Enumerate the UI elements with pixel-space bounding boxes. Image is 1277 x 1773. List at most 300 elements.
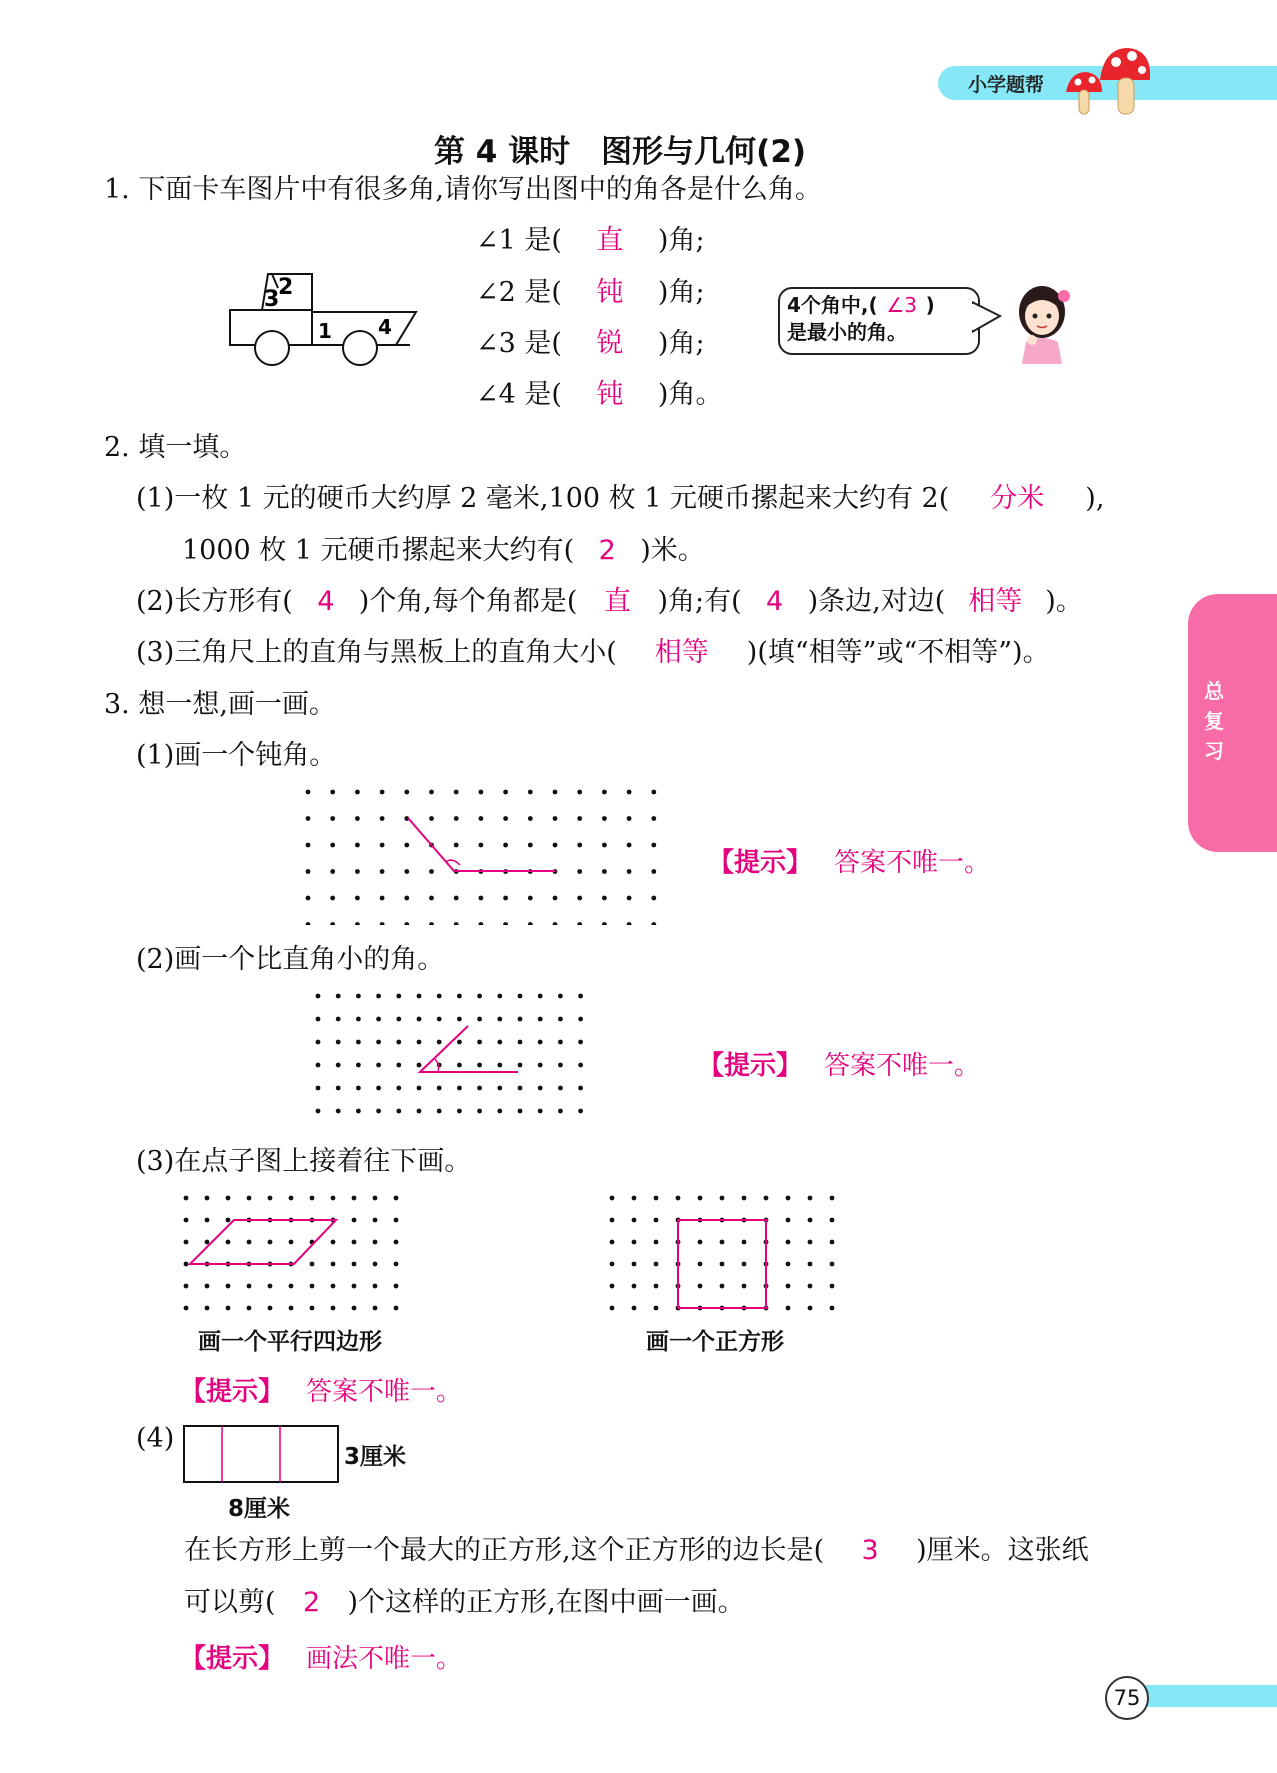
grid-dot <box>786 1240 791 1245</box>
angle-label-3: 3 <box>264 287 280 312</box>
grid-dot <box>454 816 459 821</box>
grid-dot <box>578 1040 583 1045</box>
grid-dot <box>437 1109 442 1114</box>
grid-dot <box>316 1040 321 1045</box>
q1-stem: 1. 下面卡车图片中有很多角,请你写出图中的角各是什么角。 <box>104 174 822 205</box>
grid-dot <box>503 843 508 848</box>
q3-s2: (2)画一个比直角小的角。 <box>136 944 445 975</box>
grid-dot <box>380 843 385 848</box>
grid-dot <box>538 994 543 999</box>
grid-dot <box>330 790 335 795</box>
grid-dot <box>654 1306 659 1311</box>
grid-dot <box>355 896 360 901</box>
grid-dot <box>830 1262 835 1267</box>
q1-item-4: ∠4 是( 钝 )角。 <box>476 379 723 410</box>
girl-icon <box>1008 282 1076 364</box>
grid-dot <box>247 1196 252 1201</box>
grid-dot <box>698 1284 703 1289</box>
grid-dot <box>306 869 311 874</box>
grid-dot <box>205 1196 210 1201</box>
grid-dot <box>316 1109 321 1114</box>
grid-dot <box>632 1306 637 1311</box>
grid-dot <box>247 1240 252 1245</box>
grid-dot <box>376 1086 381 1091</box>
grid-dot <box>205 1218 210 1223</box>
grid-dot <box>306 922 311 925</box>
grid-dot <box>306 896 311 901</box>
grid-dot <box>355 790 360 795</box>
grid-dot <box>808 1240 813 1245</box>
grid-dot <box>538 1086 543 1091</box>
q2-p3: (3)三角尺上的直角与黑板上的直角大小( 相等 )(填“相等”或“不相等”)。 <box>136 637 1050 668</box>
grid-dot <box>376 994 381 999</box>
q3-s3: (3)在点子图上接着往下画。 <box>136 1146 472 1177</box>
grid-dot <box>396 1040 401 1045</box>
grid-dot <box>226 1240 231 1245</box>
page-number: 75 <box>1105 1676 1149 1720</box>
grid-dot <box>352 1240 357 1245</box>
grid-dot <box>289 1306 294 1311</box>
grid-dot <box>226 1218 231 1223</box>
grid-dot <box>538 1017 543 1022</box>
grid-dot <box>331 1262 336 1267</box>
grid-dot <box>356 994 361 999</box>
grid-dot <box>602 843 607 848</box>
grid-dot <box>330 922 335 925</box>
grid-dot <box>352 1218 357 1223</box>
grid-dot <box>577 843 582 848</box>
grid-dot <box>632 1218 637 1223</box>
grid-dot <box>352 1196 357 1201</box>
grid-dot <box>720 1284 725 1289</box>
grid-dot <box>503 922 508 925</box>
hint-3: 【提示】 答案不唯一。 <box>180 1377 463 1407</box>
grid-dot <box>376 1040 381 1045</box>
side-tab-text: 总复习 <box>1204 679 1224 763</box>
grid-dot <box>479 790 484 795</box>
q3-s4-line2: 可以剪( 2 )个这样的正方形,在图中画一画。 <box>184 1587 745 1618</box>
grid-dot <box>429 816 434 821</box>
grid-dot <box>610 1240 615 1245</box>
grid-dot <box>477 1040 482 1045</box>
grid-dot <box>632 1196 637 1201</box>
grid-dot <box>830 1240 835 1245</box>
grid-dot <box>558 1017 563 1022</box>
grid-dot <box>742 1196 747 1201</box>
hint-2: 【提示】 答案不唯一。 <box>698 1051 981 1081</box>
grid-dot <box>632 1284 637 1289</box>
grid-dot <box>654 1284 659 1289</box>
dot-grid-parallelogram <box>178 1192 418 1322</box>
grid-dot <box>417 1109 422 1114</box>
grid-dot <box>356 1086 361 1091</box>
grid-dot <box>830 1218 835 1223</box>
grid-dot <box>396 994 401 999</box>
grid-dot <box>497 1017 502 1022</box>
grid-dot <box>627 922 632 925</box>
truck-figure <box>220 268 420 368</box>
grid-dot <box>808 1262 813 1267</box>
grid-dot <box>404 843 409 848</box>
grid-dot <box>356 1109 361 1114</box>
grid-dot <box>355 816 360 821</box>
grid-dot <box>336 994 341 999</box>
grid-dot <box>676 1196 681 1201</box>
grid-dot <box>352 1284 357 1289</box>
grid-dot <box>437 1017 442 1022</box>
grid-dot <box>786 1196 791 1201</box>
grid-dot <box>376 1109 381 1114</box>
grid-dot <box>627 790 632 795</box>
grid-dot <box>786 1218 791 1223</box>
grid-dot <box>528 922 533 925</box>
grid-dot <box>184 1306 189 1311</box>
grid-dot <box>373 1284 378 1289</box>
grid-dot <box>651 896 656 901</box>
grid-dot <box>396 1063 401 1068</box>
grid-dot <box>373 1262 378 1267</box>
grid-dot <box>184 1262 189 1267</box>
grid-dot <box>316 994 321 999</box>
grid-dot <box>518 1086 523 1091</box>
grid-dot <box>205 1306 210 1311</box>
grid-dot <box>808 1196 813 1201</box>
grid-dot <box>477 1017 482 1022</box>
grid-dot <box>396 1086 401 1091</box>
grid-dot <box>477 1109 482 1114</box>
grid-dot <box>786 1306 791 1311</box>
grid-dot <box>558 1086 563 1091</box>
grid-dot <box>336 1040 341 1045</box>
grid-dot <box>518 1109 523 1114</box>
angle-label-4: 4 <box>378 315 392 339</box>
grid-dot <box>528 843 533 848</box>
grid-dot <box>356 1040 361 1045</box>
grid-dot <box>396 1017 401 1022</box>
grid-dot <box>396 1109 401 1114</box>
grid-dot <box>786 1284 791 1289</box>
grid-dot <box>289 1240 294 1245</box>
hint-4: 【提示】 画法不唯一。 <box>180 1644 463 1674</box>
grid-dot <box>336 1063 341 1068</box>
grid-dot <box>310 1306 315 1311</box>
grid-dot <box>632 1240 637 1245</box>
grid-dot <box>518 1063 523 1068</box>
grid-dot <box>331 1284 336 1289</box>
grid-dot <box>830 1284 835 1289</box>
grid-dot <box>578 1109 583 1114</box>
grid-dot <box>331 1196 336 1201</box>
grid-dot <box>578 1086 583 1091</box>
rect-height-label: 3厘米 <box>344 1444 407 1470</box>
grid-dot <box>553 816 558 821</box>
grid-dot <box>184 1240 189 1245</box>
grid-dot <box>454 843 459 848</box>
grid-dot <box>356 1063 361 1068</box>
grid-dot <box>380 816 385 821</box>
header-label: 小学题帮 <box>968 74 1045 96</box>
q1-item-1: ∠1 是( 直 )角; <box>476 225 705 256</box>
grid-dot <box>268 1240 273 1245</box>
grid-dot <box>373 1306 378 1311</box>
dot-grid-acute <box>310 988 630 1128</box>
grid-dot <box>742 1262 747 1267</box>
grid-dot <box>479 922 484 925</box>
grid-dot <box>528 896 533 901</box>
grid-dot <box>602 869 607 874</box>
grid-dot <box>610 1306 615 1311</box>
grid-dot <box>830 1306 835 1311</box>
angle-label-2: 2 <box>278 275 294 300</box>
grid-dot <box>355 922 360 925</box>
grid-dot <box>330 816 335 821</box>
grid-dot <box>558 1109 563 1114</box>
grid-dot <box>553 896 558 901</box>
page-title: 第 4 课时 图形与几何(2) <box>434 134 807 170</box>
grid-dot <box>538 1040 543 1045</box>
grid-dot <box>437 1040 442 1045</box>
grid-dot <box>289 1284 294 1289</box>
bubble-text: 4个角中,( ∠3 ) 是最小的角。 <box>787 293 935 344</box>
grid-dot <box>479 843 484 848</box>
q2-stem: 2. 填一填。 <box>104 432 247 463</box>
grid-dot <box>528 790 533 795</box>
q3-s1: (1)画一个钝角。 <box>136 740 337 771</box>
grid-dot <box>352 1262 357 1267</box>
grid-dot <box>553 843 558 848</box>
grid-dot <box>627 816 632 821</box>
grid-dot <box>479 896 484 901</box>
grid-dot <box>577 816 582 821</box>
grid-dot <box>786 1262 791 1267</box>
grid-dot <box>497 1040 502 1045</box>
grid-dot <box>394 1284 399 1289</box>
grid-dot <box>336 1017 341 1022</box>
q2-p2: (2)长方形有( 4 )个角,每个角都是( 直 )角;有( 4 )条边,对边( 相等 )。 <box>136 586 1083 617</box>
grid-dot <box>477 994 482 999</box>
grid-dot <box>602 896 607 901</box>
grid-dot <box>503 790 508 795</box>
grid-dot <box>457 1017 462 1022</box>
mushroom-icon <box>1060 42 1150 118</box>
grid-dot <box>577 922 582 925</box>
grid-dot <box>602 790 607 795</box>
grid-dot <box>518 1040 523 1045</box>
grid-dot <box>538 1063 543 1068</box>
grid-dot <box>330 869 335 874</box>
q3-stem: 3. 想一想,画一画。 <box>104 689 336 720</box>
grid-dot <box>404 790 409 795</box>
rectangle-figure <box>182 1424 342 1484</box>
grid-dot <box>627 869 632 874</box>
q2-p1-line1: (1)一枚 1 元的硬币大约厚 2 毫米,100 枚 1 元硬币摞起来大约有 2( 分米 ), <box>136 483 1105 514</box>
grid-dot <box>310 1196 315 1201</box>
grid-dot <box>651 869 656 874</box>
grid-dot <box>330 843 335 848</box>
grid-dot <box>698 1196 703 1201</box>
grid-dot <box>336 1086 341 1091</box>
grid-dot <box>394 1218 399 1223</box>
grid-dot <box>457 1086 462 1091</box>
grid-dot <box>538 1109 543 1114</box>
grid-dot <box>654 1218 659 1223</box>
dot-grid-obtuse <box>300 785 670 925</box>
grid-dot <box>336 1109 341 1114</box>
grid-dot <box>457 1040 462 1045</box>
grid-dot <box>226 1196 231 1201</box>
grid-dot <box>577 790 582 795</box>
q3-s4-num: (4) <box>136 1423 175 1454</box>
grid-dot <box>417 1063 422 1068</box>
grid-dot <box>518 994 523 999</box>
grid-dot <box>184 1196 189 1201</box>
parallelogram-label: 画一个平行四边形 <box>198 1329 382 1355</box>
grid-dot <box>454 922 459 925</box>
grid-dot <box>830 1196 835 1201</box>
grid-dot <box>380 869 385 874</box>
grid-dot <box>610 1196 615 1201</box>
grid-dot <box>310 1284 315 1289</box>
grid-dot <box>376 1063 381 1068</box>
grid-dot <box>764 1196 769 1201</box>
grid-dot <box>558 1063 563 1068</box>
grid-dot <box>330 896 335 901</box>
q1-item-2: ∠2 是( 钝 )角; <box>476 277 705 308</box>
grid-dot <box>503 816 508 821</box>
grid-dot <box>479 816 484 821</box>
grid-dot <box>602 922 607 925</box>
square-label: 画一个正方形 <box>646 1329 784 1355</box>
rect-width-label: 8厘米 <box>228 1496 291 1522</box>
grid-dot <box>205 1284 210 1289</box>
grid-dot <box>610 1262 615 1267</box>
grid-dot <box>720 1262 725 1267</box>
grid-dot <box>610 1218 615 1223</box>
grid-dot <box>808 1218 813 1223</box>
grid-dot <box>742 1240 747 1245</box>
grid-dot <box>651 790 656 795</box>
angle-label-1: 1 <box>318 319 332 343</box>
grid-dot <box>306 790 311 795</box>
q3-s4-line1: 在长方形上剪一个最大的正方形,这个正方形的边长是( 3 )厘米。这张纸 <box>184 1535 1089 1566</box>
grid-dot <box>558 994 563 999</box>
grid-dot <box>380 790 385 795</box>
grid-dot <box>457 1063 462 1068</box>
grid-dot <box>627 896 632 901</box>
grid-dot <box>331 1306 336 1311</box>
grid-dot <box>578 1017 583 1022</box>
grid-dot <box>373 1196 378 1201</box>
grid-dot <box>316 1086 321 1091</box>
grid-dot <box>404 869 409 874</box>
grid-dot <box>404 922 409 925</box>
grid-dot <box>553 922 558 925</box>
grid-dot <box>417 1086 422 1091</box>
grid-dot <box>654 1240 659 1245</box>
grid-dot <box>651 843 656 848</box>
grid-dot <box>394 1262 399 1267</box>
grid-dot <box>417 1017 422 1022</box>
grid-dot <box>602 816 607 821</box>
grid-dot <box>247 1284 252 1289</box>
grid-dot <box>429 896 434 901</box>
side-tab <box>1188 594 1277 852</box>
grid-dot <box>457 994 462 999</box>
grid-dot <box>394 1196 399 1201</box>
grid-dot <box>380 896 385 901</box>
grid-dot <box>247 1306 252 1311</box>
grid-dot <box>477 1086 482 1091</box>
grid-dot <box>578 994 583 999</box>
grid-dot <box>417 994 422 999</box>
grid-dot <box>651 816 656 821</box>
grid-dot <box>518 1017 523 1022</box>
grid-dot <box>457 1109 462 1114</box>
grid-dot <box>742 1284 747 1289</box>
grid-dot <box>268 1284 273 1289</box>
grid-dot <box>632 1262 637 1267</box>
grid-dot <box>429 790 434 795</box>
grid-dot <box>720 1196 725 1201</box>
grid-dot <box>226 1284 231 1289</box>
grid-dot <box>698 1262 703 1267</box>
grid-dot <box>654 1196 659 1201</box>
grid-dot <box>553 790 558 795</box>
bubble-tail <box>972 296 1004 340</box>
grid-dot <box>651 922 656 925</box>
grid-dot <box>698 1240 703 1245</box>
grid-dot <box>394 1240 399 1245</box>
grid-dot <box>429 922 434 925</box>
grid-dot <box>808 1306 813 1311</box>
grid-dot <box>429 869 434 874</box>
grid-dot <box>528 816 533 821</box>
grid-dot <box>316 1063 321 1068</box>
grid-dot <box>268 1196 273 1201</box>
grid-dot <box>380 922 385 925</box>
grid-dot <box>577 896 582 901</box>
grid-dot <box>355 869 360 874</box>
grid-dot <box>477 1063 482 1068</box>
grid-dot <box>226 1306 231 1311</box>
grid-dot <box>306 843 311 848</box>
grid-dot <box>497 1109 502 1114</box>
grid-dot <box>497 1063 502 1068</box>
grid-dot <box>205 1240 210 1245</box>
grid-dot <box>437 994 442 999</box>
q1-item-3: ∠3 是( 锐 )角; <box>476 328 705 359</box>
grid-dot <box>316 1017 321 1022</box>
grid-dot <box>373 1218 378 1223</box>
grid-dot <box>184 1218 189 1223</box>
grid-dot <box>310 1262 315 1267</box>
grid-dot <box>394 1306 399 1311</box>
grid-dot <box>454 896 459 901</box>
q2-p1-line2: 1000 枚 1 元硬币摞起来大约有( 2 )米。 <box>182 535 705 566</box>
grid-dot <box>306 816 311 821</box>
grid-dot <box>654 1262 659 1267</box>
dot-grid-square <box>604 1192 844 1322</box>
grid-dot <box>558 1040 563 1045</box>
grid-dot <box>356 1017 361 1022</box>
grid-dot <box>352 1306 357 1311</box>
grid-dot <box>376 1017 381 1022</box>
grid-dot <box>610 1284 615 1289</box>
grid-dot <box>289 1196 294 1201</box>
grid-dot <box>331 1240 336 1245</box>
grid-dot <box>503 896 508 901</box>
grid-dot <box>404 896 409 901</box>
